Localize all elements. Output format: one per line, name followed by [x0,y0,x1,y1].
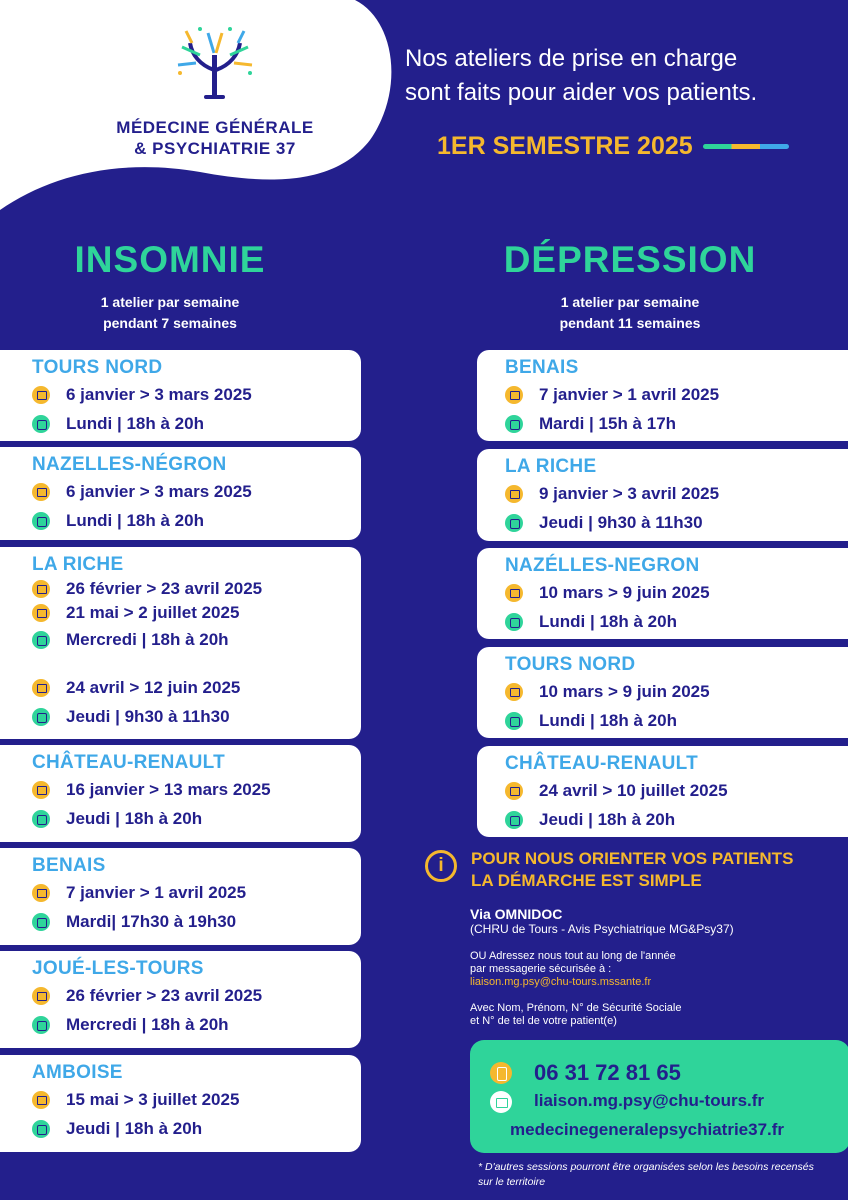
depression-card-benais [477,350,848,441]
site-dates: 15 mai > 3 juillet 2025 [66,1089,240,1109]
site-name: CHÂTEAU-RENAULT [505,753,699,774]
site-time: Jeudi | 18h à 20h [539,809,676,829]
depression-card-tours-nord [477,647,848,738]
semester-heading [437,132,789,161]
clock-icon [505,613,523,631]
site-time: Lundi | 18h à 20h [66,510,204,530]
tagline-line2: sont faits pour aider vos patients. [405,79,758,106]
depression-title: DÉPRESSION [503,239,757,280]
site-dates: 24 avril > 10 juillet 2025 [539,780,728,800]
website-link[interactable]: medecinegeneralepsychiatrie37.fr [510,1120,785,1139]
site-name: TOURS NORD [505,654,636,675]
alt-line1: OU Adressez nous tout au long de l'année [470,950,676,962]
calendar-icon [32,604,50,622]
referral-title-line2: LA DÉMARCHE EST SIMPLE [471,871,702,890]
alt-line2: par messagerie sécurisée à : [470,963,612,975]
site-dates: 6 janvier > 3 mars 2025 [66,384,252,404]
site-dates-2: 21 mai > 2 juillet 2025 [66,603,240,622]
via-detail: (CHRU de Tours - Avis Psychiatrique MG&Psy37) [470,922,734,936]
tagline-line1: Nos ateliers de prise en charge [405,45,738,72]
site-dates: 7 janvier > 1 avril 2025 [539,384,720,404]
site-dates: 26 février > 23 avril 2025 [66,579,263,598]
insomnie-card-benais [0,848,361,945]
contact-email[interactable]: liaison.mg.psy@chu-tours.fr [534,1091,765,1110]
site-dates: 10 mars > 9 juin 2025 [539,582,710,602]
site-time: Jeudi | 18h à 20h [66,808,203,828]
phone-number[interactable]: 06 31 72 81 65 [534,1060,681,1085]
clock-icon [32,1120,50,1138]
semester-color-bar [703,144,789,149]
site-time: Mardi | 15h à 17h [539,413,677,433]
clock-icon [505,712,523,730]
site-time-2: Jeudi | 9h30 à 11h30 [66,706,230,726]
insomnie-card-la-riche [0,547,361,739]
clock-icon [32,708,50,726]
calendar-icon [505,683,523,701]
calendar-icon [505,584,523,602]
calendar-icon [32,1091,50,1109]
clock-icon [32,415,50,433]
referral-title [471,848,848,892]
insomnie-card-nazelles [0,447,361,540]
site-time: Mercredi | 18h à 20h [66,629,229,649]
tree-logo-icon [170,25,260,105]
insomnie-subtitle-line1: 1 atelier par semaine [100,294,240,310]
referral-title-line1: POUR NOUS ORIENTER VOS PATIENTS [471,849,794,868]
mail-icon [490,1091,512,1113]
tagline [405,42,825,110]
depression-card-nazelles [477,548,848,639]
depression-subtitle-line2: pendant 11 semaines [559,315,701,331]
site-time: Jeudi | 18h à 20h [66,1118,203,1138]
calendar-icon [32,483,50,501]
depression-subtitle [500,292,760,334]
calendar-icon [505,782,523,800]
insomnie-title: INSOMNIE [74,239,266,280]
calendar-icon [32,987,50,1005]
calendar-icon [32,386,50,404]
site-name: BENAIS [32,855,106,876]
clock-icon [32,913,50,931]
site-name: AMBOISE [32,1062,123,1083]
depression-subtitle-line1: 1 atelier par semaine [560,294,700,310]
site-name: TOURS NORD [32,357,163,378]
site-time: Lundi | 18h à 20h [539,710,677,730]
with-line2: et N° de tel de votre patient(e) [470,1015,617,1027]
calendar-icon [32,679,50,697]
clock-icon [32,1016,50,1034]
calendar-icon [32,580,50,598]
referral-body [470,906,840,1028]
site-name: JOUÉ-LES-TOURS [32,958,204,979]
site-dates-3: 24 avril > 12 juin 2025 [66,677,241,697]
site-time: Mardi| 17h30 à 19h30 [66,911,237,931]
via-omnidoc: Via OMNIDOC [470,906,563,922]
clock-icon [32,631,50,649]
info-icon: i [425,850,457,882]
clock-icon [505,415,523,433]
insomnie-card-chateau-renault [0,745,361,842]
with-line1: Avec Nom, Prénom, N° de Sécurité Sociale [470,1002,682,1014]
contact-box [470,1040,848,1153]
logo-text-line1: MÉDECINE GÉNÉRALE [116,118,314,137]
footnote [478,1160,838,1190]
logo-text-line2: & PSYCHIATRIE 37 [134,139,296,158]
insomnie-subtitle-line2: pendant 7 semaines [103,315,237,331]
site-name: CHÂTEAU-RENAULT [32,752,226,773]
site-name: NAZELLES-NÉGRON [32,454,227,475]
calendar-icon [32,781,50,799]
site-time: Lundi | 18h à 20h [539,611,677,631]
site-name: LA RICHE [505,456,597,477]
calendar-icon [32,884,50,902]
calendar-icon [505,386,523,404]
logo [110,25,320,159]
secure-mail-link[interactable]: liaison.mg.psy@chu-tours.mssante.fr [470,976,652,988]
depression-card-la-riche [477,449,848,541]
insomnie-card-tours-nord [0,350,361,441]
insomnie-card-amboise [0,1055,361,1152]
clock-icon [505,514,523,532]
site-dates: 16 janvier > 13 mars 2025 [66,779,271,799]
site-time: Lundi | 18h à 20h [66,413,204,433]
clock-icon [505,811,523,829]
phone-icon [490,1062,512,1084]
semester-label: 1ER SEMESTRE 2025 [437,132,693,160]
site-dates: 7 janvier > 1 avril 2025 [66,882,247,902]
depression-header [500,240,760,334]
footnote-line1: * D'autres sessions pourront être organisées selon les besoins recensés [478,1161,814,1173]
insomnie-card-joue-les-tours [0,951,361,1048]
site-dates: 6 janvier > 3 mars 2025 [66,481,252,501]
calendar-icon [505,485,523,503]
insomnie-header [40,240,300,334]
site-dates: 26 février > 23 avril 2025 [66,985,263,1005]
depression-card-chateau-renault [477,746,848,837]
site-dates: 9 janvier > 3 avril 2025 [539,483,720,503]
site-name: LA RICHE [32,554,124,575]
site-time: Mercredi | 18h à 20h [66,1014,229,1034]
insomnie-subtitle [40,292,300,334]
clock-icon [32,810,50,828]
clock-icon [32,512,50,530]
site-dates: 10 mars > 9 juin 2025 [539,681,710,701]
site-name: BENAIS [505,357,579,378]
footnote-line2: sur le territoire [478,1176,546,1188]
site-time: Jeudi | 9h30 à 11h30 [539,512,703,532]
site-name: NAZÉLLES-NEGRON [505,555,700,576]
